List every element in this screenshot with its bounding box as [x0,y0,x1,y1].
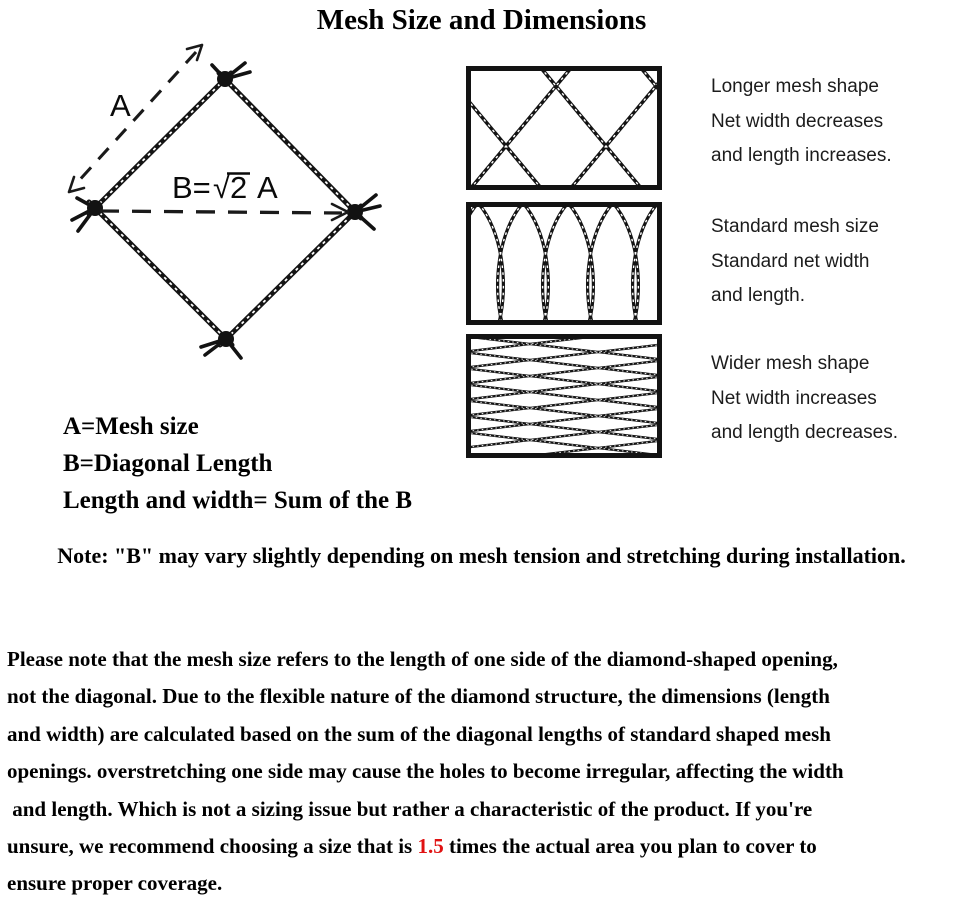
wider-mesh-swatch-image [466,334,662,458]
legend-line-mesh-size: A=Mesh size [63,413,199,440]
wider-mesh-caption [711,347,963,451]
paragraph-text-before-highlight: unsure, we recommend choosing a size that is [7,834,418,859]
page-title: Mesh Size and Dimensions [316,4,647,36]
legend-line-diagonal-length: B=Diagonal Length [63,450,273,478]
formula-suffix: A [257,170,278,205]
mesh-diamond-diagram [26,40,436,390]
diagram-legend [63,408,463,520]
caption-line: and length increases. [711,145,892,167]
dimension-line-B [100,204,348,220]
caption-line: Standard mesh size [711,216,879,237]
paragraph-line: and length. Which is not a sizing issue but rather a characteristic of the product. If you're [7,796,813,821]
standard-mesh-swatch-image [466,202,662,325]
caption-line: Longer mesh shape [711,76,879,97]
paragraph-line: openings. overstretching one side may cause the holes to become irregular, affecting the width [7,759,844,784]
paragraph-line: Please note that the mesh size refers to the length of one side of the diamond-shaped opening, [7,647,838,671]
legend-line-sum: Length and width= Sum of the B [63,487,413,515]
knot-bottom [201,331,241,358]
paragraph-line-with-highlight [7,828,959,865]
paragraph-line: and width) are calculated based on the sum of the diagonal lengths of standard shaped mesh [7,721,831,746]
caption-line: Net width increases [711,387,877,409]
note-text: Note: "B" may vary slightly depending on mesh tension and stretching during installation. [57,543,906,568]
formula-prefix: B= [172,170,211,205]
caption-line: and length decreases. [711,422,898,444]
longer-mesh-swatch-image [466,66,662,190]
caption-line: Net width decreases [711,110,884,132]
side-length-label: A [110,88,131,123]
standard-mesh-caption [711,210,963,314]
highlight-ratio-value: 1.5 [417,834,444,859]
diagonal-formula-label [172,170,278,205]
paragraph-line: not the diagonal. Due to the flexible nature of the diamond structure, the dimensions (length [7,684,830,709]
formula-radical: √2 [213,170,248,205]
paragraph-text-after-highlight: times the actual area you plan to cover to [443,834,817,859]
caption-line: and length. [711,285,806,307]
description-paragraph [7,641,959,903]
caption-line: Wider mesh shape [711,353,870,374]
caption-line: Standard net width [711,250,870,272]
paragraph-line: ensure proper coverage. [7,871,223,896]
knot-right [347,195,380,229]
longer-mesh-caption [711,70,963,174]
